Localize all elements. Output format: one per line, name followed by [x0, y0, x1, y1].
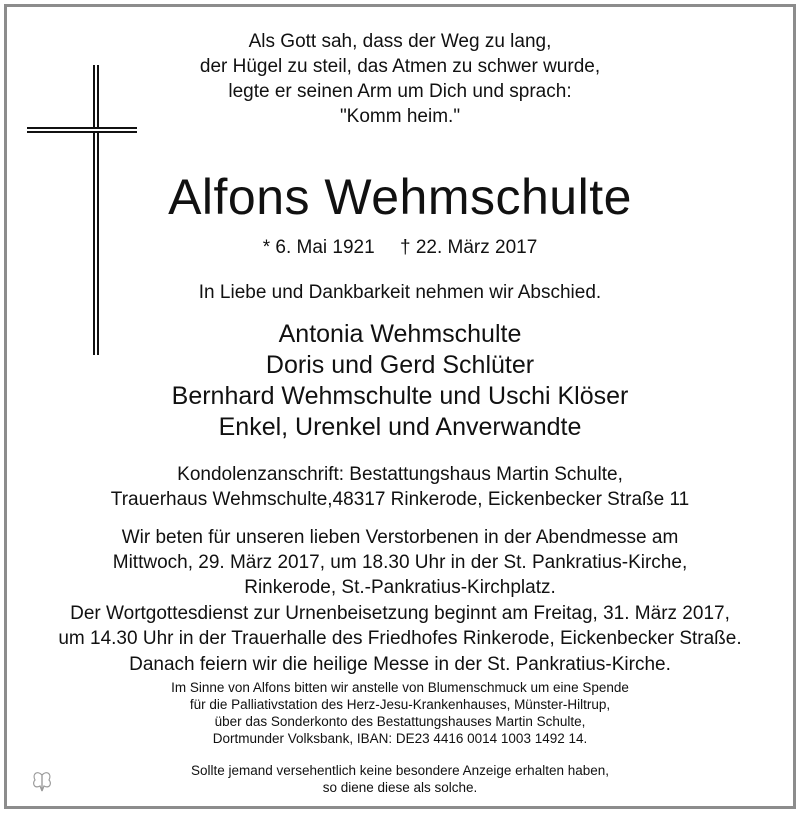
life-dates: [7, 235, 793, 261]
donation-line: über das Sonderkonto des Bestattungshauses Martin Schulte,: [214, 714, 586, 729]
mass-line: Mittwoch, 29. März 2017, um 18.30 Uhr in der St. Pankratius-Kirche,: [112, 552, 688, 573]
obituary-frame: [4, 4, 796, 809]
death-date: † 22. März 2017: [399, 237, 538, 258]
butterfly-logo-icon: [29, 769, 55, 795]
farewell-line: In Liebe und Dankbarkeit nehmen wir Abschied.: [198, 282, 602, 303]
note-line: Sollte jemand versehentlich keine besondere Anzeige erhalten haben,: [190, 763, 610, 778]
urn-line: um 14.30 Uhr in der Trauerhalle des Friedhofes Rinkerode, Eickenbecker Straße.: [58, 628, 742, 649]
donation-line: für die Palliativstation des Herz-Jesu-Krankenhauses, Münster-Hiltrup,: [189, 697, 611, 712]
mass-after-line: Danach feiern wir die heilige Messe in der St. Pankratius-Kirche.: [129, 654, 671, 675]
mourners-block: [7, 319, 793, 443]
mourner-line: Enkel, Urenkel und Anverwandte: [218, 413, 582, 441]
mass-line: Rinkerode, St.-Pankratius-Kirchplatz.: [244, 577, 556, 598]
mourner-line: Bernhard Wehmschulte und Uschi Klöser: [171, 382, 629, 410]
notice-note: [7, 762, 793, 796]
mass-line: Wir beten für unseren lieben Verstorbenen in der Abendmesse am: [121, 527, 679, 548]
donation-request: [7, 679, 793, 747]
mass-notice: [7, 525, 793, 600]
condolence-line: Trauerhaus Wehmschulte,48317 Rinkerode, Eickenbecker Straße 11: [110, 489, 690, 510]
urn-line: Der Wortgottesdienst zur Urnenbeisetzung beginnt am Freitag, 31. März 2017,: [70, 603, 730, 624]
birth-date: * 6. Mai 1921: [262, 237, 375, 258]
poem-line: legte er seinen Arm um Dich und sprach:: [228, 81, 572, 102]
donation-line: Im Sinne von Alfons bitten wir anstelle von Blumenschmuck um eine Spende: [171, 680, 629, 695]
condolence-line: Kondolenzanschrift: Bestattungshaus Martin Schulte,: [177, 464, 623, 485]
poem-line: Als Gott sah, dass der Weg zu lang,: [248, 31, 552, 52]
note-line: so diene diese als solche.: [322, 780, 478, 795]
deceased-name: Alfons Wehmschulte: [168, 169, 632, 225]
mourner-line: Doris und Gerd Schlüter: [265, 351, 535, 379]
mourner-line: Antonia Wehmschulte: [278, 320, 522, 348]
poem-line: der Hügel zu steil, das Atmen zu schwer wurde,: [199, 56, 601, 77]
donation-line: Dortmunder Volksbank, IBAN: DE23 4416 0014 1003 1492 14.: [212, 731, 588, 746]
poem-line: "Komm heim.": [339, 106, 461, 127]
urn-service-notice: [7, 601, 793, 651]
cross-junction: [95, 129, 97, 131]
condolence-address: [7, 462, 793, 512]
poem-block: [7, 29, 793, 129]
